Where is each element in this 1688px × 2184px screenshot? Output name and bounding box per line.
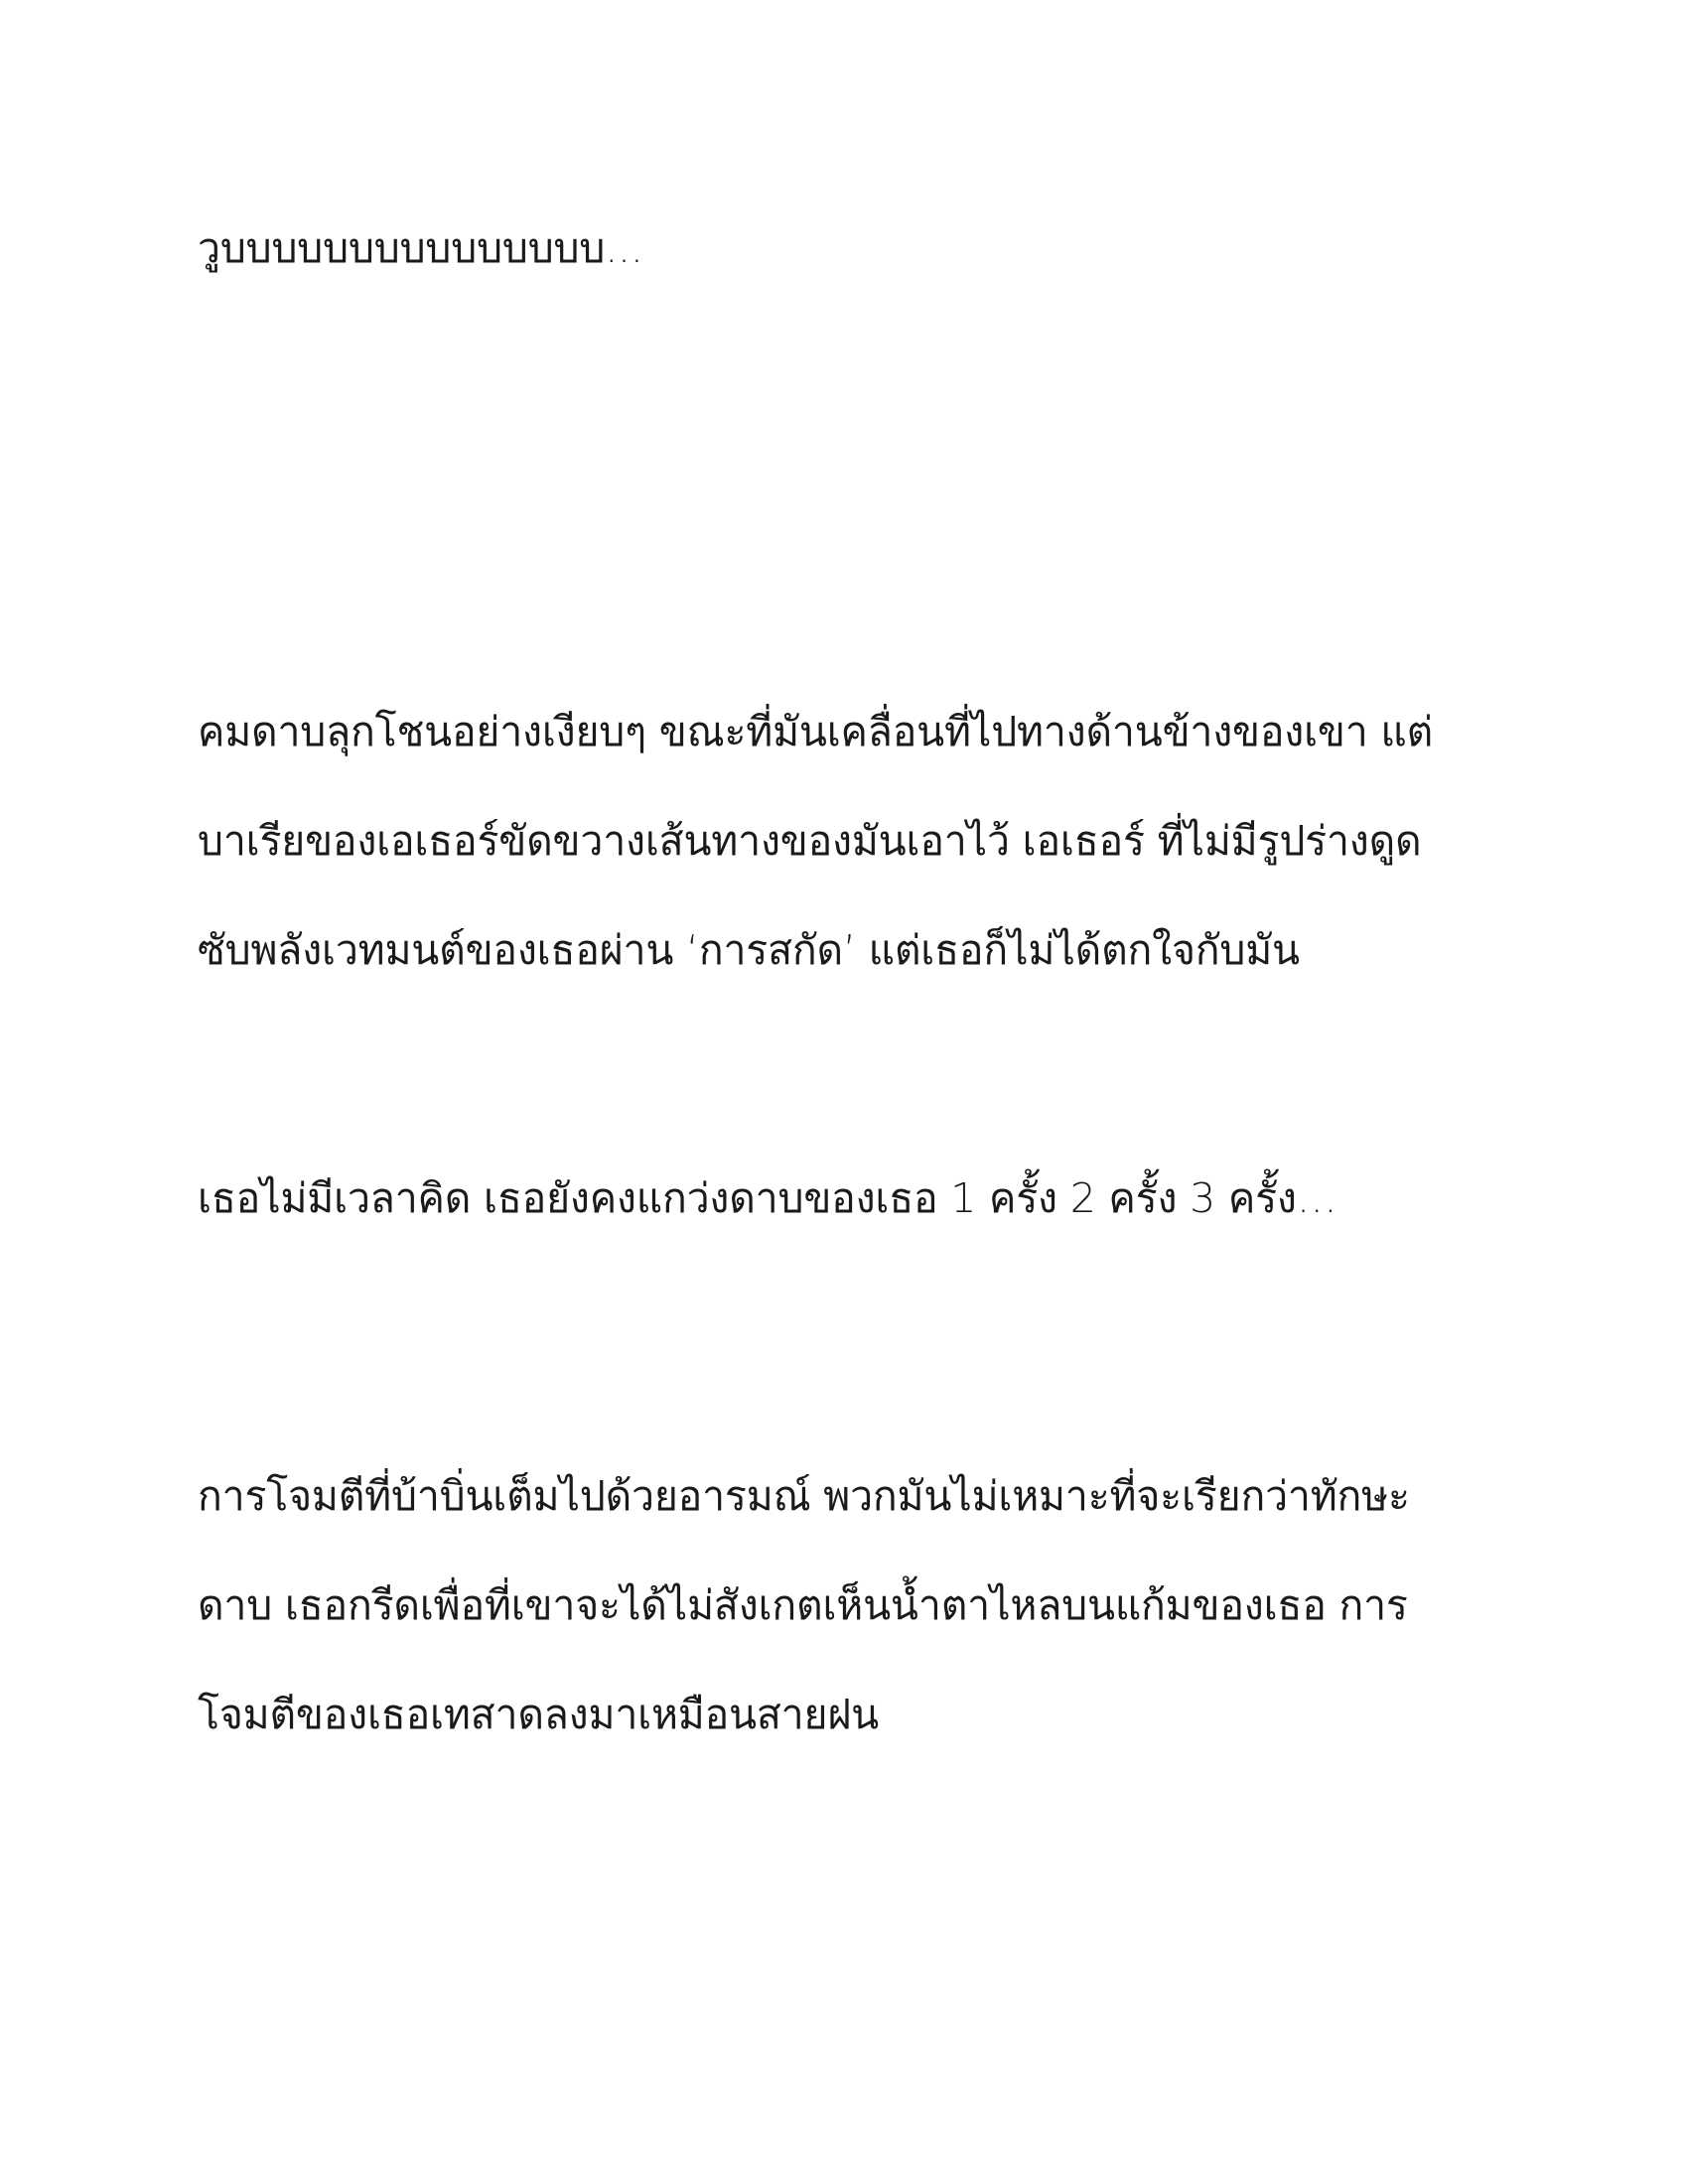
text-line: ซับพลังเวทมนต์ของเธอผ่าน ‘การสกัด’ แต่เธอก็ไม่ได้ตกใจกับมัน: [198, 926, 1300, 974]
text-line: คมดาบลุกโชนอย่างเงียบๆ ขณะที่มันเคลื่อนที่ไปทางด้านข้างของเขา แต่: [198, 708, 1434, 755]
text-line: การโจมตีที่บ้าบิ่นเต็มไปด้วยอารมณ์ พวกมันไม่เหมาะที่จะเรียกว่าทักษะ: [198, 1472, 1410, 1520]
text-line: เธอไม่มีเวลาคิด เธอยังคงแกว่งดาบของเธอ 1 ครั้ง 2 ครั้ง 3 ครั้ง…: [198, 1174, 1337, 1222]
paragraph-2: [198, 677, 1508, 1005]
paragraph-3: [198, 1144, 1508, 1253]
text-line: ดาบ เธอกรีดเพื่อที่เขาจะได้ไม่สังเกตเห็นน้ำตาไหลบนแก้มของเธอ การ: [198, 1581, 1408, 1629]
text-line: บาเรียของเอเธอร์ขัดขวางเส้นทางของมันเอาไว้ เอเธอร์ ที่ไม่มีรูปร่างดูด: [198, 817, 1422, 865]
text-line: วูบบบบบบบบบบบบบบบ...: [198, 224, 643, 272]
paragraph-4: [198, 1441, 1508, 1769]
paragraph-1: [198, 194, 1508, 303]
text-line: โจมตีของเธอเทสาดลงมาเหมือนสายฝน: [198, 1691, 879, 1738]
